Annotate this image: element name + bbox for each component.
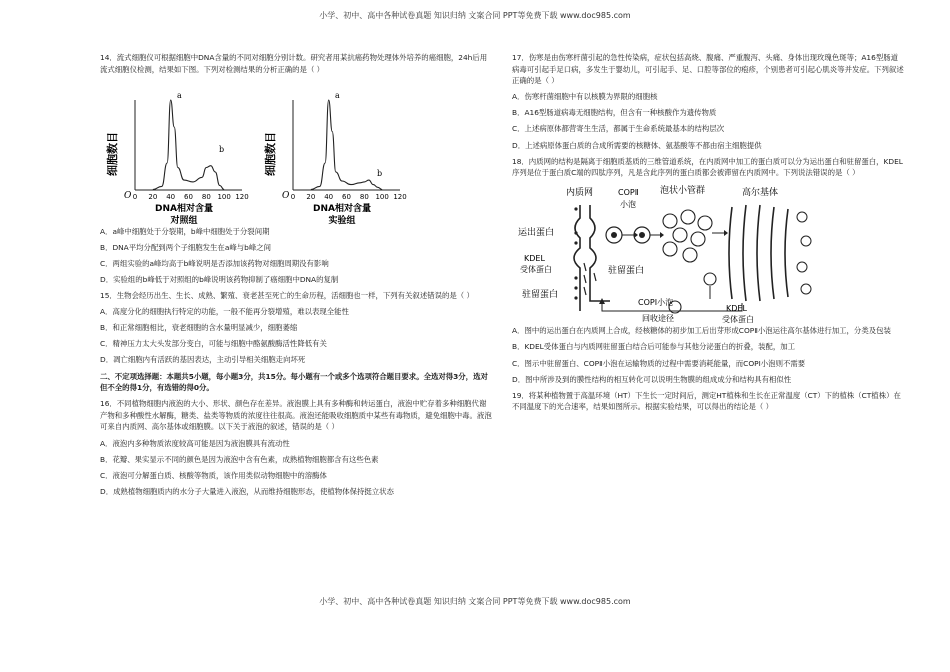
q16-option-c: C．液泡可分解蛋白质、核酸等物质，该作用类似动物细胞中的溶酶体	[100, 470, 327, 480]
chart-control-caption: 对照组	[170, 215, 198, 226]
chart-experiment-xlabel: DNA相对含量	[313, 203, 371, 214]
q18-option-b: B．KDEL受体蛋白与内质网驻留蛋白结合后可能参与其他分泌蛋白的折叠，装配，加工	[512, 342, 796, 352]
q18-stem: 18．内质网的结构是隔离于细胞质基质的三维管道系统，在内质网中加工的蛋白质可以分为运出蛋白和驻留蛋白，KDEL序列是位于蛋白质C端的四肽序列，凡是含此序列的蛋白质都会被滞留在内质网中。下列说法错误的是（ ）	[512, 156, 903, 178]
chart-control-ylabel: 细胞数目	[106, 131, 119, 176]
q14-figure	[100, 80, 492, 226]
x-tick-label: 80	[201, 192, 211, 201]
golgi-vesicles	[797, 212, 811, 294]
label-vesicular-cluster: 泡状小管群	[660, 186, 706, 197]
q18-option-a: A．图中的运出蛋白在内质网上合成，经核糖体的初步加工后出芽形成COPⅡ小泡运往高尔基体进行加工，分类及包装	[512, 326, 891, 336]
x-tick-label: 120	[393, 192, 407, 201]
copi-vesicle	[704, 273, 716, 285]
q15-option-b: B．和正常细胞相比，衰老细胞的含水量明显减少，细胞萎缩	[100, 323, 298, 333]
x-tick-label: 60	[342, 192, 351, 201]
x-tick-label: 40	[324, 192, 334, 201]
section-2-title: 二、不定项选择题：本题共5小题，每小题3分，共15分。每小题有一个或多个选项符合题目要求。全选对得3分，选对但不全的得1分，有选错的得0分。	[100, 371, 488, 393]
label-export-protein: 运出蛋白	[518, 228, 555, 239]
q18-diagram	[512, 183, 904, 325]
chart-control-ticks	[133, 193, 249, 201]
page-footer: 小学、初中、高中各种试卷真题 知识归纳 文案合同 PPT等免费下载 www.doc985.com	[319, 597, 631, 606]
label-kdel-receptor-2: 受体蛋白	[520, 265, 552, 275]
q17-option-a: A．伤寒杆菌细胞中有以核膜为界限的细胞核	[512, 92, 658, 102]
chart-control-peak-b: b	[219, 144, 225, 154]
left-column	[100, 52, 492, 502]
golgi-stack	[729, 205, 788, 301]
right-column	[512, 52, 904, 417]
q17-stem: 17．伤寒是由伤寒杆菌引起的急性传染病，症状包括高烧、腹痛、严重腹泻、头痛、身体出现玫瑰色斑等；A16型肠道病毒可引起手足口病，多发生于婴幼儿，可引起手、足、口腔等部位的疱疹，个别患者可引起心肌炎等并发症。下列叙述正确的是（ ）	[512, 53, 904, 86]
chart-control-peak-a: a	[177, 90, 182, 100]
q16-option-b: B．花瓣、果实显示不同的颜色是因为液泡中含有色素，成熟植物细胞都含有这些色素	[100, 454, 379, 464]
q18-option-c: C．图示中驻留蛋白、COPⅡ小泡在运输物质的过程中需要消耗能量，而COPⅠ小泡则不需要	[512, 358, 806, 368]
q14-option-c: C．两组实验的a峰均高于b峰说明是否添加该药物对细胞周期没有影响	[100, 258, 329, 268]
chart-experiment-caption: 实验组	[328, 215, 356, 226]
q17-option-d: D．上述病原体蛋白质的合成所需要的核糖体、氨基酸等不都由宿主细胞提供	[512, 140, 762, 150]
label-kdel-receptor-1: KDEL	[524, 254, 545, 264]
label-resident-protein: 驻留蛋白	[608, 266, 645, 277]
er-membrane	[574, 205, 580, 311]
chart-experiment-ticks	[291, 193, 407, 201]
q15-stem: 15．生物会经历出生、生长、成熟、繁殖、衰老甚至死亡的生命历程，活细胞也一样，下列有关叙述错误的是（ ）	[100, 291, 474, 301]
label-copii: COPⅡ	[618, 188, 639, 198]
x-tick-label: 40	[166, 192, 176, 201]
q15-option-c: C．精神压力太大头发部分变白，可能与细胞中酪氨酸酶活性降低有关	[100, 339, 327, 349]
x-tick-label: 100	[375, 192, 389, 201]
q19-stem: 19．将某种植物置于高温环境（HT）下生长一定时间后，测定HT植株和生长在正常温度（CT）下的植株（CT植株）在不同温度下的光合速率，结果如图所示。根据实验结果，可以得出的结论是（ ）	[512, 390, 901, 412]
chart-experiment-origin: O	[282, 190, 290, 201]
q14-option-b: B．DNA平均分配到两个子细胞发生在a峰与b峰之间	[100, 242, 271, 252]
label-resident-protein-2: 驻留蛋白	[522, 290, 559, 301]
q16-option-a: A．液泡内多种物质浓度较高可能是因为液泡膜具有流动性	[100, 438, 290, 448]
x-tick-label: 20	[306, 192, 316, 201]
label-copi: COPⅠ小泡	[638, 298, 674, 308]
x-tick-label: 100	[217, 192, 231, 201]
x-tick-label: 20	[148, 192, 158, 201]
label-golgi: 高尔基体	[742, 188, 779, 199]
q14-option-a: A．a峰中细胞处于分裂期，b峰中细胞处于分裂间期	[100, 226, 270, 236]
chart-experiment-peak-a: a	[335, 90, 340, 100]
q14-option-d: D．实验组的b峰低于对照组的b峰说明该药物抑制了癌细胞中DNA的复制	[100, 274, 339, 284]
label-copii-sub: 小泡	[620, 200, 636, 210]
chart-experiment-curve	[311, 100, 382, 190]
chart-experiment-ylabel: 细胞数目	[264, 131, 277, 176]
x-tick-label: 60	[184, 192, 193, 201]
x-tick-label: 0	[132, 192, 138, 201]
label-retrieval: 回收途径	[642, 314, 674, 324]
x-tick-label: 120	[235, 192, 249, 201]
q18-option-d: D．图中所涉及到的膜性结构的相互转化可以说明生物膜的组成成分和结构具有相似性	[512, 374, 792, 384]
chart-experiment-peak-b: b	[377, 168, 383, 178]
q15-option-a: A．高度分化的细胞执行特定的功能，一般不能再分裂增殖，难以表现全能性	[100, 307, 349, 317]
chart-control-curve	[153, 100, 224, 190]
chart-control-origin: O	[124, 190, 132, 201]
chart-control	[105, 91, 249, 226]
q17-option-c: C．上述病原体都营寄生生活，都属于生命系统最基本的结构层次	[512, 124, 725, 134]
vesicular-tubular-cluster	[663, 210, 712, 262]
x-tick-label: 80	[359, 192, 369, 201]
label-er: 内质网	[566, 188, 594, 199]
label-kdel-right-2: 受体蛋白	[722, 315, 754, 325]
q16-stem: 16．不同植物细胞内液泡的大小、形状、颜色存在差异。液泡膜上具有多种酶和转运蛋白，液泡中贮存着多种细胞代谢产物和多种酸性水解酶，糖类、盐类等物质的浓度往往很高。液泡还能吸收细胞质中某些有毒物质，避免细胞中毒。液泡可来自内质网、高尔基体或细胞膜。以下关于液泡的叙述，错误的是（ ）	[100, 399, 492, 432]
chart-control-xlabel: DNA相对含量	[155, 203, 213, 214]
label-kdel-right-1: KDEL	[726, 304, 747, 314]
x-tick-label: 0	[290, 192, 296, 201]
q14-stem: 14．流式细胞仪可根据细胞中DNA含量的不同对细胞分别计数。研究者用某抗癌药物处理体外培养的癌细胞，24h后用流式细胞仪检测，结果如下图。下列对检测结果的分析正确的是（ ）	[100, 53, 488, 74]
er-membrane-inner	[590, 205, 610, 301]
q17-option-b: B．A16型肠道病毒无细胞结构，但含有一种核酸作为遗传物质	[512, 108, 717, 118]
page-header: 小学、初中、高中各种试卷真题 知识归纳 文案合同 PPT等免费下载 www.doc985.com	[319, 11, 631, 20]
q16-option-d: D．成熟植物细胞质内的水分子大量进入液泡，从而维持细胞形态，使植物体保持挺立状态	[100, 486, 394, 496]
q15-option-d: D．凋亡细胞内有活跃的基因表达，主动引导相关细胞走向坏死	[100, 355, 306, 365]
chart-experiment	[263, 91, 407, 226]
